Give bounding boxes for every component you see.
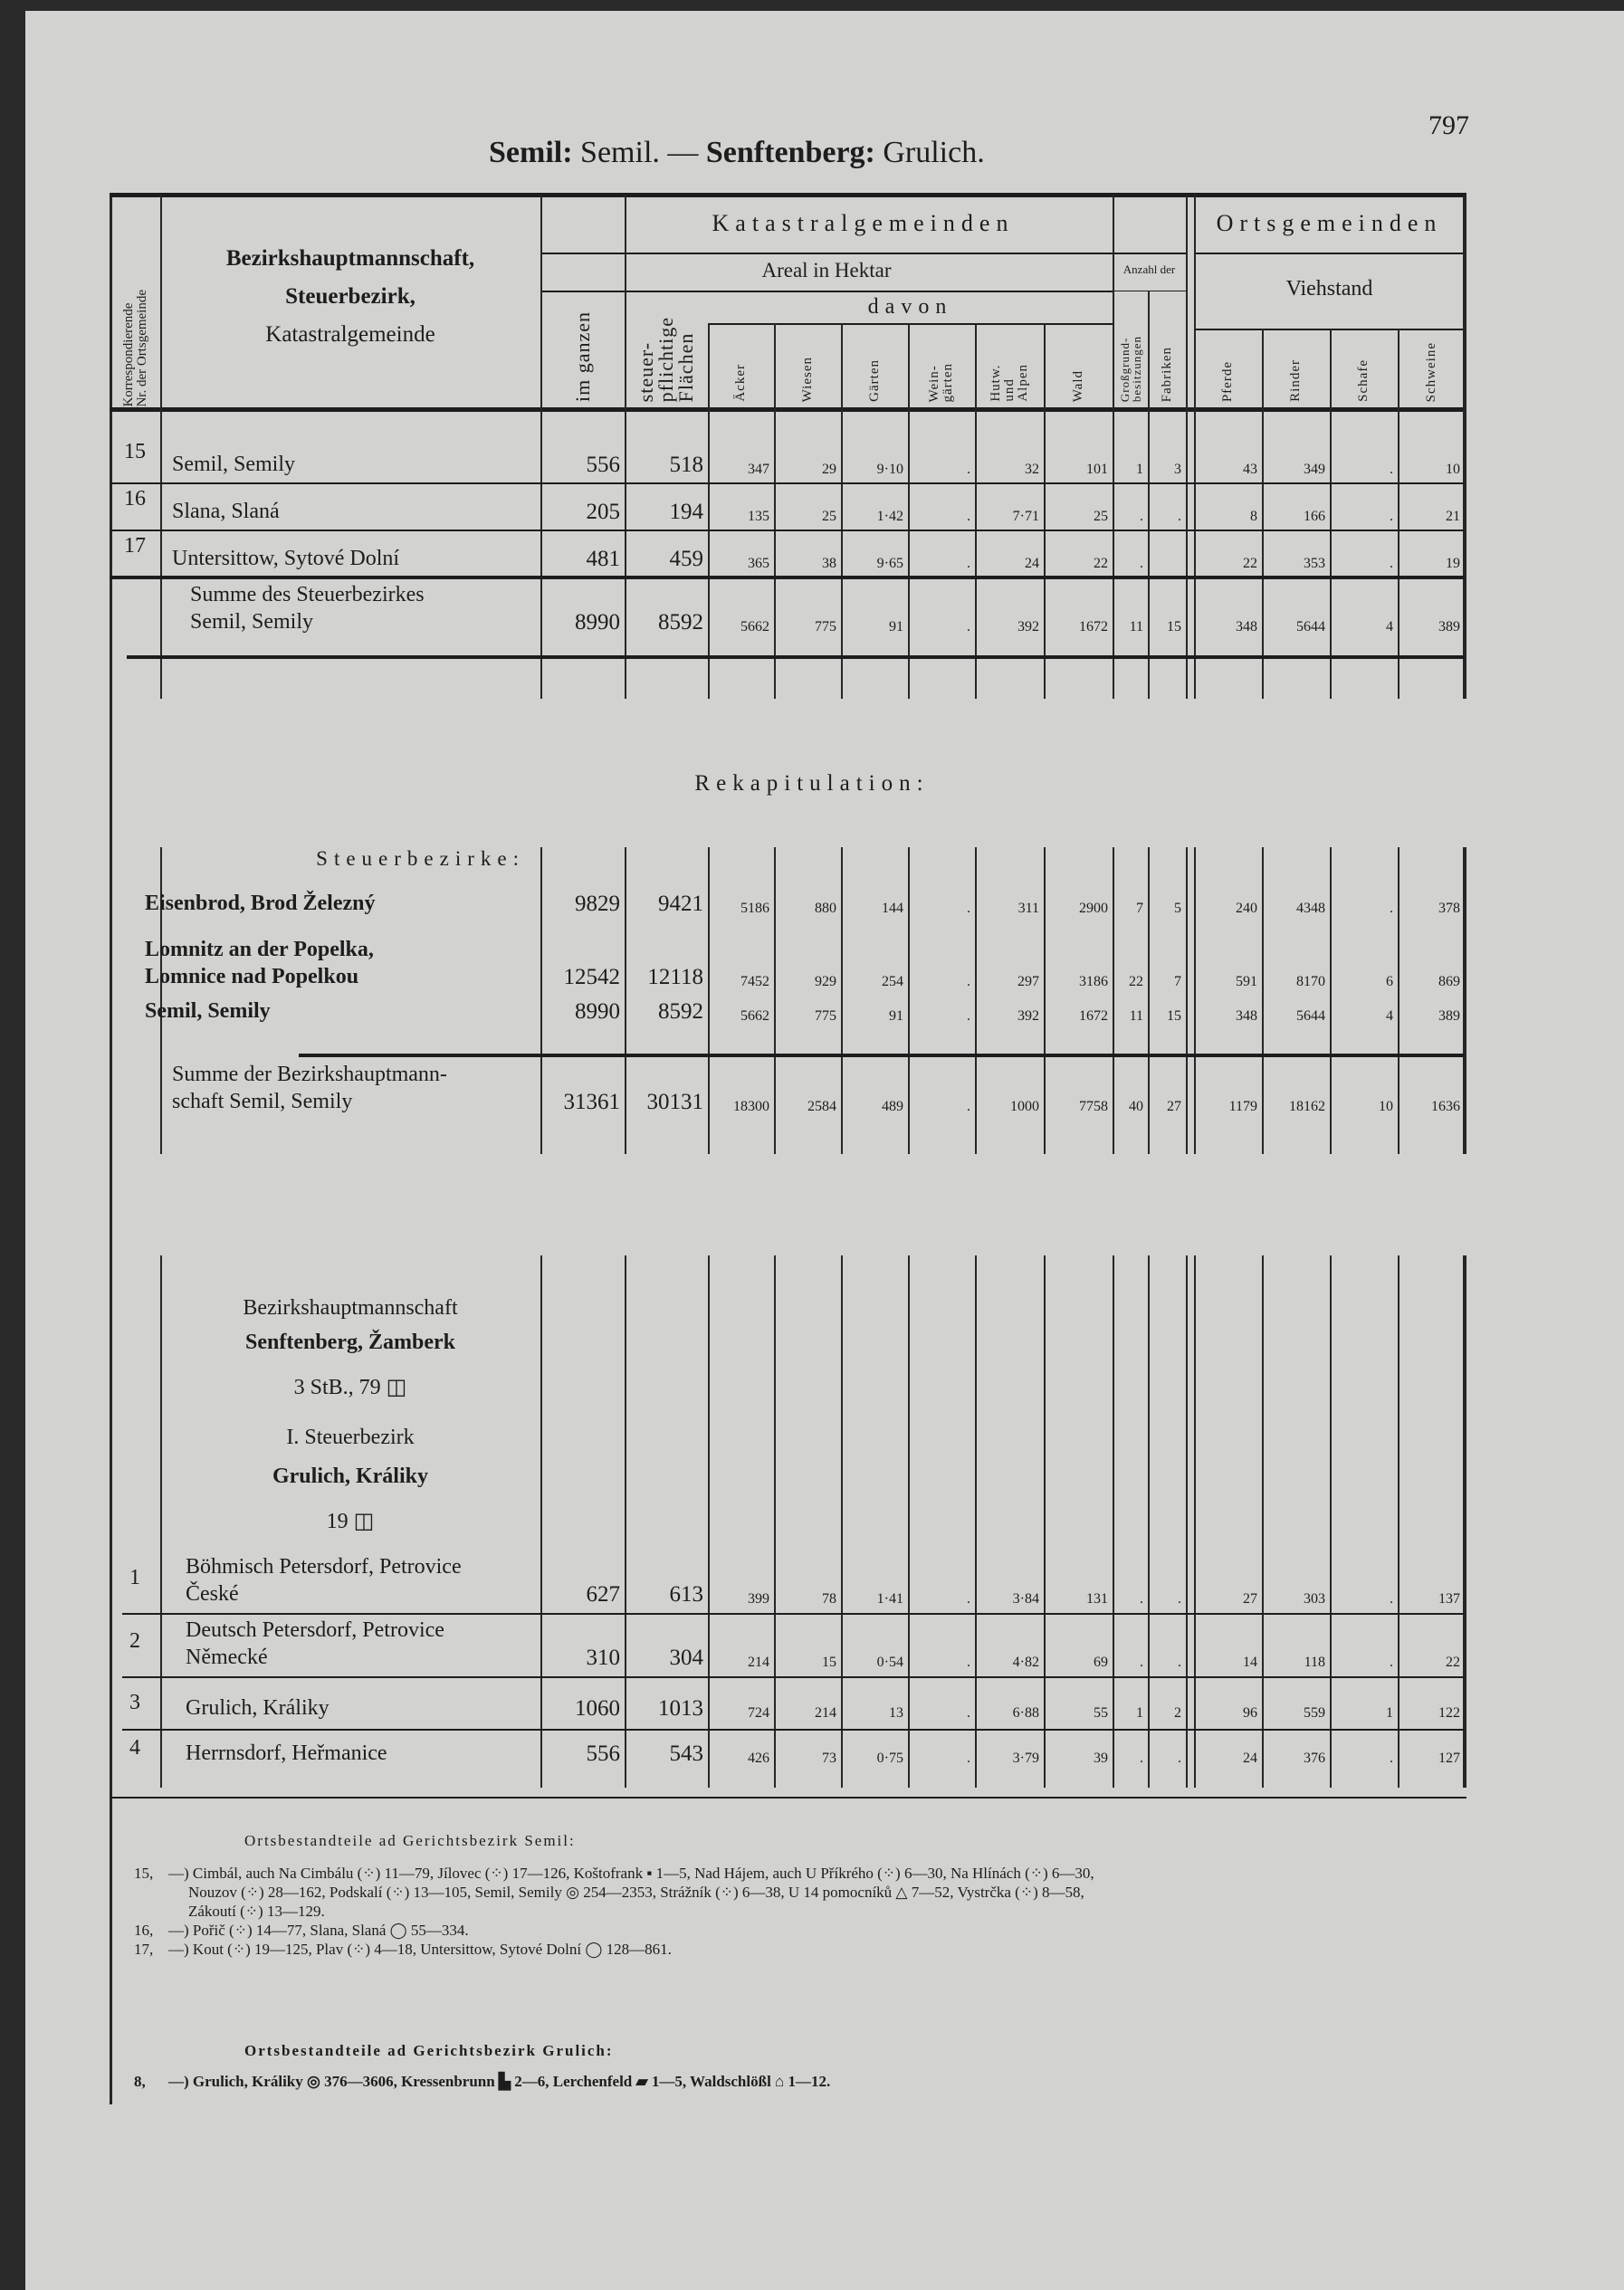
value-cell: 2584 <box>807 1099 836 1114</box>
value-cell: . <box>1140 509 1143 524</box>
column-header-label: Großgrund- besitzungen <box>1117 335 1143 402</box>
column-rule <box>1186 195 1188 409</box>
row-name: Eisenbrod, Brod Železný <box>145 892 376 915</box>
title-dash: — <box>667 136 699 169</box>
column-header <box>908 333 975 402</box>
row-number: 16 <box>124 487 146 510</box>
value-cell: . <box>1390 556 1393 571</box>
value-cell: 8990 <box>575 999 620 1024</box>
value-cell: 1·42 <box>876 509 903 524</box>
value-cell: 101 <box>1086 462 1108 477</box>
value-cell: 69 <box>1094 1655 1108 1670</box>
value-cell: 4 <box>1386 1008 1393 1024</box>
header-name-1: Bezirkshauptmannschaft, <box>225 246 475 271</box>
value-cell: 399 <box>748 1591 769 1607</box>
value-cell: 376 <box>1304 1751 1325 1766</box>
value-cell: 1 <box>1386 1705 1393 1721</box>
footnote-line: Nouzov (⁘) 28—162, Podskalí (⁘) 13—105, Semil, Semily ◎ 254—2353, Strážník (⁘) 6—38, U 14 pomocníků △ 7—52, Vystrčka (⁘) 8—58, <box>188 1884 1084 1901</box>
header-davon: davon <box>867 295 953 319</box>
horizontal-rule <box>122 1676 1465 1678</box>
value-cell: 6 <box>1386 974 1393 989</box>
value-cell: 4·82 <box>1012 1655 1039 1670</box>
value-cell: 775 <box>815 619 836 635</box>
column-header-label: Fabriken <box>1159 346 1174 402</box>
value-cell: 426 <box>748 1751 769 1766</box>
footnote-number: 15, <box>134 1865 154 1882</box>
column-rule <box>774 323 776 409</box>
value-cell: . <box>1140 556 1143 571</box>
value-cell: 32 <box>1025 462 1039 477</box>
footnote-line: Zákoutí (⁘) 13—129. <box>188 1903 325 1920</box>
footnote-semil-title: Ortsbestandteile ad Gerichtsbezirk Semil: <box>244 1832 576 1849</box>
value-cell: 8592 <box>658 999 703 1024</box>
value-cell: 24 <box>1243 1751 1257 1766</box>
column-rule <box>841 323 843 409</box>
value-cell: 18300 <box>733 1099 769 1114</box>
footnote-line: —) Cimbál, auch Na Cimbálu (⁘) 11—79, Jílovec (⁘) 17—126, Koštofrank ▪ 1—5, Nad Hájem, auch U Příkrého (⁘) 6—30, Na Hlínách (⁘) 6—30, <box>168 1865 1094 1882</box>
value-cell: 25 <box>822 509 836 524</box>
value-cell: 389 <box>1438 1008 1460 1024</box>
column-rule <box>1194 195 1196 409</box>
value-cell: 7·71 <box>1012 509 1039 524</box>
value-cell: . <box>1178 509 1181 524</box>
horizontal-rule <box>110 530 1465 531</box>
row-name: Slana, Slaná <box>172 500 280 523</box>
value-cell: 3·79 <box>1012 1751 1039 1766</box>
value-cell: 378 <box>1438 901 1460 916</box>
value-cell: 27 <box>1167 1099 1181 1114</box>
value-cell: 9421 <box>658 892 703 916</box>
value-cell: 144 <box>882 901 903 916</box>
value-cell: 127 <box>1438 1751 1460 1766</box>
column-rule <box>1113 195 1114 409</box>
column-header-label: Äcker <box>733 364 748 402</box>
value-cell: 3186 <box>1079 974 1108 989</box>
value-cell: 5 <box>1174 901 1181 916</box>
value-cell: 43 <box>1243 462 1257 477</box>
footnote-line: —) Grulich, Králiky ◎ 376—3606, Kressenbrunn ▙ 2—6, Lerchenfeld ▰ 1—5, Waldschlößl ⌂ 1—12. <box>168 2073 831 2090</box>
row-name: Lomnitz an der Popelka, Lomnice nad Popelkou <box>145 938 374 988</box>
value-cell: 9·65 <box>876 556 903 571</box>
value-cell: 3 <box>1174 462 1181 477</box>
value-cell: 21 <box>1446 509 1460 524</box>
value-cell: 347 <box>748 462 769 477</box>
value-cell: 12118 <box>647 965 703 989</box>
column-header-label: Schafe <box>1356 359 1371 402</box>
value-cell: 613 <box>669 1582 703 1607</box>
recap-title: Rekapitulation: <box>694 771 930 796</box>
value-cell: 1672 <box>1079 619 1108 635</box>
value-cell: 481 <box>586 547 620 571</box>
column-rule <box>160 195 162 409</box>
header-nr-label: Korrespondierende Nr. der Ortsgemeinde <box>121 290 149 407</box>
value-cell: 22 <box>1446 1655 1460 1670</box>
header-ortsgemeinden: Ortsgemeinden <box>1216 210 1443 236</box>
value-cell: . <box>967 901 970 916</box>
value-cell: . <box>967 1655 970 1670</box>
footnote-line: —) Pořič (⁘) 14—77, Slana, Slaná ◯ 55—334. <box>168 1922 469 1939</box>
value-cell: 8 <box>1250 509 1257 524</box>
row-name: Semil, Semily <box>145 999 271 1023</box>
value-cell: 5186 <box>740 901 769 916</box>
value-cell: . <box>967 1591 970 1607</box>
column-header <box>1262 333 1330 402</box>
value-cell: 15 <box>1167 1008 1181 1024</box>
value-cell <box>1148 534 1181 572</box>
horizontal-rule <box>708 323 1113 325</box>
footnote-line: —) Kout (⁘) 19—125, Plav (⁘) 4—18, Untersittow, Sytové Dolní ◯ 128—861. <box>168 1941 672 1958</box>
value-cell: 137 <box>1438 1591 1460 1607</box>
column-header-label: Hutw. und Alpen <box>988 364 1030 402</box>
value-cell: 297 <box>1017 974 1039 989</box>
column-header-label: Rinder <box>1288 359 1303 402</box>
value-cell: 9·10 <box>876 462 903 477</box>
value-cell: 869 <box>1438 974 1460 989</box>
value-cell: 1013 <box>658 1696 703 1721</box>
value-cell: . <box>1390 1591 1393 1607</box>
value-cell: 27 <box>1243 1591 1257 1607</box>
value-cell: 254 <box>882 974 903 989</box>
value-cell: 7 <box>1136 901 1143 916</box>
value-cell: 5644 <box>1296 1008 1325 1024</box>
value-cell: 7 <box>1174 974 1181 989</box>
value-cell: . <box>967 974 970 989</box>
value-cell: . <box>1390 1751 1393 1766</box>
column-rule <box>1330 329 1332 409</box>
header-name-3: Katastralgemeinde <box>265 322 435 347</box>
row-name: Grulich, Králiky <box>186 1696 330 1720</box>
header-nr <box>111 204 160 407</box>
value-cell: 15 <box>822 1655 836 1670</box>
value-cell: . <box>1178 1591 1181 1607</box>
row-name: Böhmisch Petersdorf, Petrovice České <box>186 1555 462 1606</box>
value-cell: 194 <box>669 500 703 524</box>
column-header-label: Schweine <box>1423 341 1438 402</box>
value-cell: 39 <box>1094 1751 1108 1766</box>
value-cell: 135 <box>748 509 769 524</box>
value-cell: 1672 <box>1079 1008 1108 1024</box>
value-cell: 556 <box>586 453 620 477</box>
column-rule <box>1186 847 1188 1154</box>
value-cell: 214 <box>748 1655 769 1670</box>
page-number: 797 <box>1428 110 1469 140</box>
value-cell: 518 <box>669 453 703 477</box>
value-cell: 392 <box>1017 619 1039 635</box>
column-header <box>1113 333 1148 402</box>
horizontal-rule <box>110 576 1465 579</box>
value-cell: 775 <box>815 1008 836 1024</box>
column-header-label: Wald <box>1070 369 1085 402</box>
value-cell: 7758 <box>1079 1099 1108 1114</box>
value-cell: 55 <box>1094 1705 1108 1721</box>
column-header-label: Gärten <box>866 359 882 402</box>
section-heading: I. Steuerbezirk <box>286 1426 415 1449</box>
value-cell: 214 <box>815 1705 836 1721</box>
column-header <box>1330 333 1398 402</box>
horizontal-rule <box>110 1797 1466 1799</box>
column-rule <box>1148 291 1150 409</box>
value-cell: 348 <box>1236 619 1257 635</box>
value-cell: 459 <box>669 547 703 571</box>
value-cell: . <box>1178 1751 1181 1766</box>
value-cell: 304 <box>669 1646 703 1670</box>
value-cell: 543 <box>669 1741 703 1766</box>
value-cell: 22 <box>1243 556 1257 571</box>
column-rule <box>708 323 710 409</box>
value-cell: 31361 <box>563 1090 620 1114</box>
value-cell: 11 <box>1129 1008 1143 1024</box>
table-right-border <box>1463 847 1466 1154</box>
value-cell: 5662 <box>740 619 769 635</box>
row-name: Semil, Semily <box>172 453 296 476</box>
value-cell: 14 <box>1243 1655 1257 1670</box>
value-cell: 349 <box>1304 462 1325 477</box>
title-district: Semil: <box>489 136 573 169</box>
value-cell: . <box>967 509 970 524</box>
value-cell: . <box>967 1099 970 1114</box>
horizontal-rule <box>110 193 1466 197</box>
column-header-label: Pferde <box>1220 360 1235 402</box>
horizontal-rule <box>110 482 1465 484</box>
value-cell: . <box>1140 1591 1143 1607</box>
header-areal: Areal in Hektar <box>761 259 892 281</box>
value-cell: 8170 <box>1296 974 1325 989</box>
value-cell: 724 <box>748 1705 769 1721</box>
value-cell: 311 <box>1017 901 1039 916</box>
title-court-2: Grulich. <box>883 136 985 169</box>
title-court: Semil. <box>580 136 660 169</box>
column-rule <box>1186 1255 1188 1788</box>
value-cell: 392 <box>1017 1008 1039 1024</box>
section-heading: 3 StB., 79 ◫ <box>293 1376 407 1399</box>
value-cell: 10 <box>1379 1099 1393 1114</box>
value-cell: 5662 <box>740 1008 769 1024</box>
value-cell: 4348 <box>1296 901 1325 916</box>
column-header-label: Wein- gärten <box>927 362 955 402</box>
value-cell: 10 <box>1446 462 1460 477</box>
value-cell: 12542 <box>563 965 620 989</box>
header-anzahl: Anzahl der <box>1122 262 1176 276</box>
value-cell: 122 <box>1438 1705 1460 1721</box>
value-cell: 240 <box>1236 901 1257 916</box>
value-cell: . <box>967 1705 970 1721</box>
value-cell: 29 <box>822 462 836 477</box>
table-left-border <box>110 195 112 2104</box>
header-name-2: Steuerbezirk, <box>285 284 416 309</box>
section-heading: 19 ◫ <box>326 1510 375 1533</box>
value-cell: . <box>967 619 970 635</box>
value-cell: 78 <box>822 1591 836 1607</box>
column-header <box>708 333 774 402</box>
value-cell: 303 <box>1304 1591 1325 1607</box>
value-cell: 389 <box>1438 619 1460 635</box>
value-cell: 6·88 <box>1012 1705 1039 1721</box>
horizontal-rule <box>540 253 1186 254</box>
value-cell: 73 <box>822 1751 836 1766</box>
value-cell: . <box>1390 509 1393 524</box>
value-cell: 9829 <box>575 892 620 916</box>
row-number: 3 <box>129 1691 140 1714</box>
column-header <box>625 299 708 402</box>
value-cell: . <box>1390 901 1393 916</box>
value-cell: 489 <box>882 1099 903 1114</box>
value-cell: 880 <box>815 901 836 916</box>
column-header-label: steuer- pflichtige Flächen <box>635 316 697 402</box>
value-cell: . <box>967 1751 970 1766</box>
value-cell: 205 <box>586 500 620 524</box>
footnote-number: 17, <box>134 1941 154 1958</box>
value-cell: 11 <box>1129 619 1143 635</box>
value-cell: 0·75 <box>876 1751 903 1766</box>
row-name: Summe der Bezirkshauptmann- schaft Semil, Semily <box>172 1063 447 1113</box>
value-cell: 1179 <box>1228 1099 1257 1114</box>
value-cell: 1 <box>1136 462 1143 477</box>
row-number: 17 <box>124 534 146 558</box>
value-cell: 4 <box>1386 619 1393 635</box>
column-rule <box>975 323 977 409</box>
value-cell: . <box>1390 462 1393 477</box>
header-viehstand: Viehstand <box>1285 277 1373 301</box>
page-title <box>489 136 985 170</box>
horizontal-rule <box>1194 253 1465 254</box>
value-cell: 91 <box>889 1008 903 1024</box>
recap-subtitle: Steuerbezirke: <box>316 847 525 870</box>
row-number: 2 <box>129 1629 140 1653</box>
value-cell: 8592 <box>658 610 703 635</box>
row-name: Deutsch Petersdorf, Petrovice Německé <box>186 1618 444 1669</box>
value-cell: . <box>1140 1751 1143 1766</box>
column-header <box>975 333 1044 402</box>
column-rule <box>908 323 910 409</box>
value-cell: 348 <box>1236 1008 1257 1024</box>
table-right-border <box>1463 1255 1466 1788</box>
value-cell: 365 <box>748 556 769 571</box>
row-name: Untersittow, Sytové Dolní <box>172 547 400 570</box>
title-district-2: Senftenberg: <box>705 136 875 169</box>
column-rule <box>1262 329 1264 409</box>
column-header <box>1044 333 1113 402</box>
value-cell: 310 <box>586 1646 620 1670</box>
value-cell: . <box>1140 1655 1143 1670</box>
horizontal-rule <box>127 655 1465 659</box>
value-cell: 18162 <box>1289 1099 1325 1114</box>
value-cell: 22 <box>1094 556 1108 571</box>
row-number: 15 <box>124 440 146 463</box>
value-cell: 38 <box>822 556 836 571</box>
value-cell: 1 <box>1136 1705 1143 1721</box>
column-header <box>1148 333 1186 402</box>
document-page <box>25 11 1624 2290</box>
value-cell: . <box>967 1008 970 1024</box>
section-heading: Grulich, Králiky <box>272 1465 428 1488</box>
column-header <box>1194 333 1262 402</box>
value-cell: 2900 <box>1079 901 1108 916</box>
value-cell: 24 <box>1025 556 1039 571</box>
column-header-label: im ganzen <box>570 310 594 402</box>
value-cell: 166 <box>1304 509 1325 524</box>
column-header <box>1398 333 1465 402</box>
value-cell: 1·41 <box>876 1591 903 1607</box>
value-cell: 118 <box>1304 1655 1325 1670</box>
column-rule <box>1398 329 1400 409</box>
value-cell: 627 <box>586 1582 620 1607</box>
footnote-number: 16, <box>134 1922 154 1939</box>
value-cell: 30131 <box>646 1090 703 1114</box>
value-cell: 1636 <box>1431 1099 1460 1114</box>
value-cell: 591 <box>1236 974 1257 989</box>
column-rule <box>1044 323 1046 409</box>
value-cell: 1060 <box>575 1696 620 1721</box>
column-header <box>774 333 841 402</box>
column-header <box>540 299 625 402</box>
section-heading: Senftenberg, Žamberk <box>245 1331 455 1354</box>
value-cell: 3·84 <box>1012 1591 1039 1607</box>
value-cell: 96 <box>1243 1705 1257 1721</box>
value-cell: 15 <box>1167 619 1181 635</box>
value-cell: 25 <box>1094 509 1108 524</box>
horizontal-rule <box>122 1613 1465 1615</box>
value-cell: 131 <box>1086 1591 1108 1607</box>
value-cell: 40 <box>1129 1099 1143 1114</box>
value-cell: . <box>967 556 970 571</box>
value-cell: 7452 <box>740 974 769 989</box>
value-cell: . <box>967 462 970 477</box>
row-number: 4 <box>129 1736 140 1760</box>
horizontal-rule <box>122 1729 1465 1731</box>
footnote-number: 8, <box>134 2073 146 2090</box>
value-cell: 8990 <box>575 610 620 635</box>
value-cell: 91 <box>889 619 903 635</box>
row-number: 1 <box>129 1566 140 1589</box>
value-cell: 1000 <box>1010 1099 1039 1114</box>
value-cell: . <box>1390 1655 1393 1670</box>
value-cell: 929 <box>815 974 836 989</box>
header-katastralgemeinden: Katastralgemeinden <box>712 210 1015 236</box>
value-cell: 13 <box>889 1705 903 1721</box>
horizontal-rule <box>299 1054 1465 1057</box>
column-header-label: Wiesen <box>799 356 815 402</box>
value-cell: 5644 <box>1296 619 1325 635</box>
column-rule <box>625 195 626 409</box>
table-right-border <box>1463 195 1466 409</box>
value-cell: 19 <box>1446 556 1460 571</box>
value-cell: . <box>1178 1655 1181 1670</box>
value-cell: 559 <box>1304 1705 1325 1721</box>
row-name: Summe des Steuerbezirkes Semil, Semily <box>190 583 425 634</box>
value-cell: 556 <box>586 1741 620 1766</box>
value-cell: 353 <box>1304 556 1325 571</box>
column-rule <box>540 195 542 409</box>
value-cell: 2 <box>1174 1705 1181 1721</box>
value-cell: 0·54 <box>876 1655 903 1670</box>
row-name: Herrnsdorf, Heřmanice <box>186 1741 387 1765</box>
section-heading: Bezirkshauptmannschaft <box>243 1296 458 1320</box>
value-cell: 22 <box>1129 974 1143 989</box>
footnote-grulich-title: Ortsbestandteile ad Gerichtsbezirk Grulich: <box>244 2042 614 2059</box>
column-header <box>841 333 908 402</box>
